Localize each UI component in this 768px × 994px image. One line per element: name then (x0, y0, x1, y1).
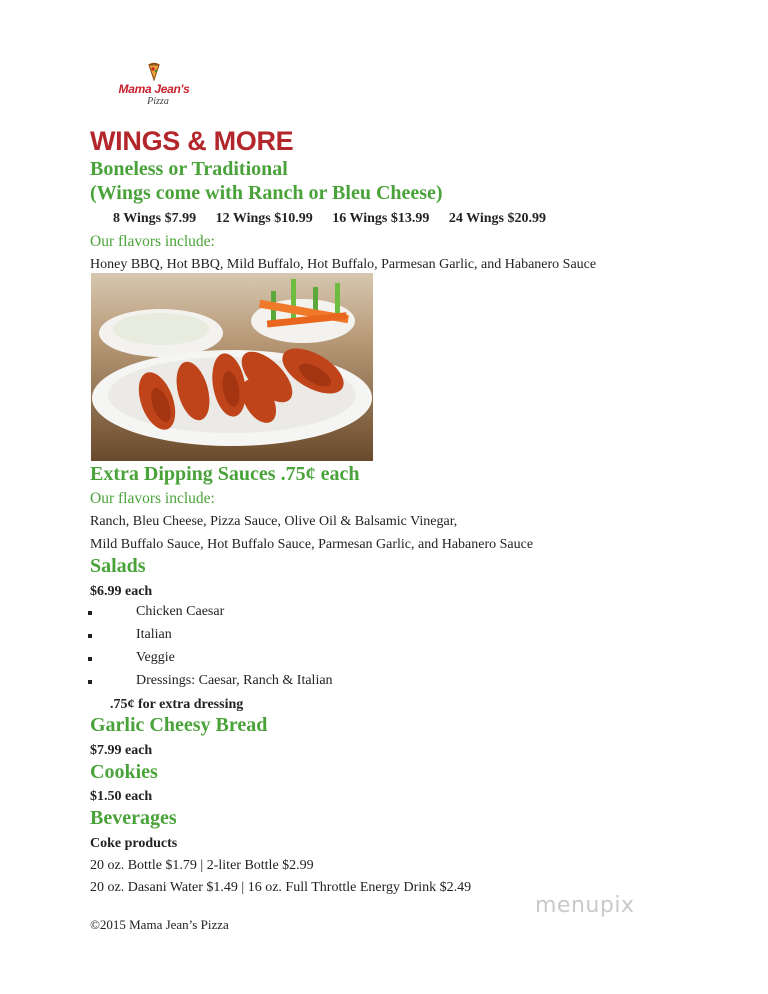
wings-flavors-label: Our flavors include: (90, 233, 215, 250)
wings-heading: Boneless or Traditional (90, 158, 288, 180)
beverages-heading: Beverages (90, 807, 177, 829)
page-title: WINGS & MORE (90, 126, 294, 156)
menupix-watermark: menupix (535, 893, 635, 918)
dipping-flavors-line-1: Ranch, Bleu Cheese, Pizza Sauce, Olive Oil & Balsamic Vinegar, (90, 514, 458, 529)
dipping-sauces-heading: Extra Dipping Sauces .75¢ each (90, 463, 360, 485)
dipping-flavors-line-2: Mild Buffalo Sauce, Hot Buffalo Sauce, Parmesan Garlic, and Habanero Sauce (90, 537, 534, 552)
salads-price: $6.99 each (90, 584, 153, 599)
wing-price-8: 8 Wings $7.99 (113, 211, 197, 226)
logo-sub-text: Pizza (147, 96, 169, 107)
salad-item: Italian (136, 627, 172, 642)
beverages-line-2: 20 oz. Dasani Water $1.49 | 16 oz. Full Throttle Energy Drink $2.49 (90, 880, 472, 895)
salad-item: Dressings: Caesar, Ranch & Italian (136, 673, 333, 688)
salad-item: Chicken Caesar (136, 604, 225, 619)
wing-price-16: 16 Wings $13.99 (332, 211, 430, 226)
garlic-bread-price: $7.99 each (90, 743, 153, 758)
wing-prices (113, 211, 562, 227)
wing-price-24: 24 Wings $20.99 (448, 211, 546, 226)
beverages-line-1: 20 oz. Bottle $1.79 | 2-liter Bottle $2.99 (90, 858, 314, 873)
bullet-icon (88, 680, 92, 684)
wings-subheading: (Wings come with Ranch or Bleu Cheese) (90, 182, 443, 204)
bullet-icon (88, 634, 92, 638)
salad-item: Veggie (136, 650, 175, 665)
wings-flavors-list: Honey BBQ, Hot BBQ, Mild Buffalo, Hot Buffalo, Parmesan Garlic, and Habanero Sauce (90, 257, 597, 272)
extra-dressing-note: .75¢ for extra dressing (110, 697, 244, 712)
bullet-icon (88, 657, 92, 661)
cookies-heading: Cookies (90, 761, 158, 783)
cookies-price: $1.50 each (90, 789, 153, 804)
copyright-footer: ©2015 Mama Jean’s Pizza (90, 917, 229, 932)
logo-brand-text: Mama Jean's (118, 82, 190, 96)
dipping-flavors-label: Our flavors include: (90, 490, 215, 507)
wings-photo (91, 273, 373, 461)
brand-logo (118, 62, 190, 114)
bullet-icon (88, 611, 92, 615)
wing-price-12: 12 Wings $10.99 (215, 211, 313, 226)
garlic-bread-heading: Garlic Cheesy Bread (90, 714, 268, 736)
beverages-subheading: Coke products (90, 836, 178, 851)
salads-heading: Salads (90, 555, 146, 577)
